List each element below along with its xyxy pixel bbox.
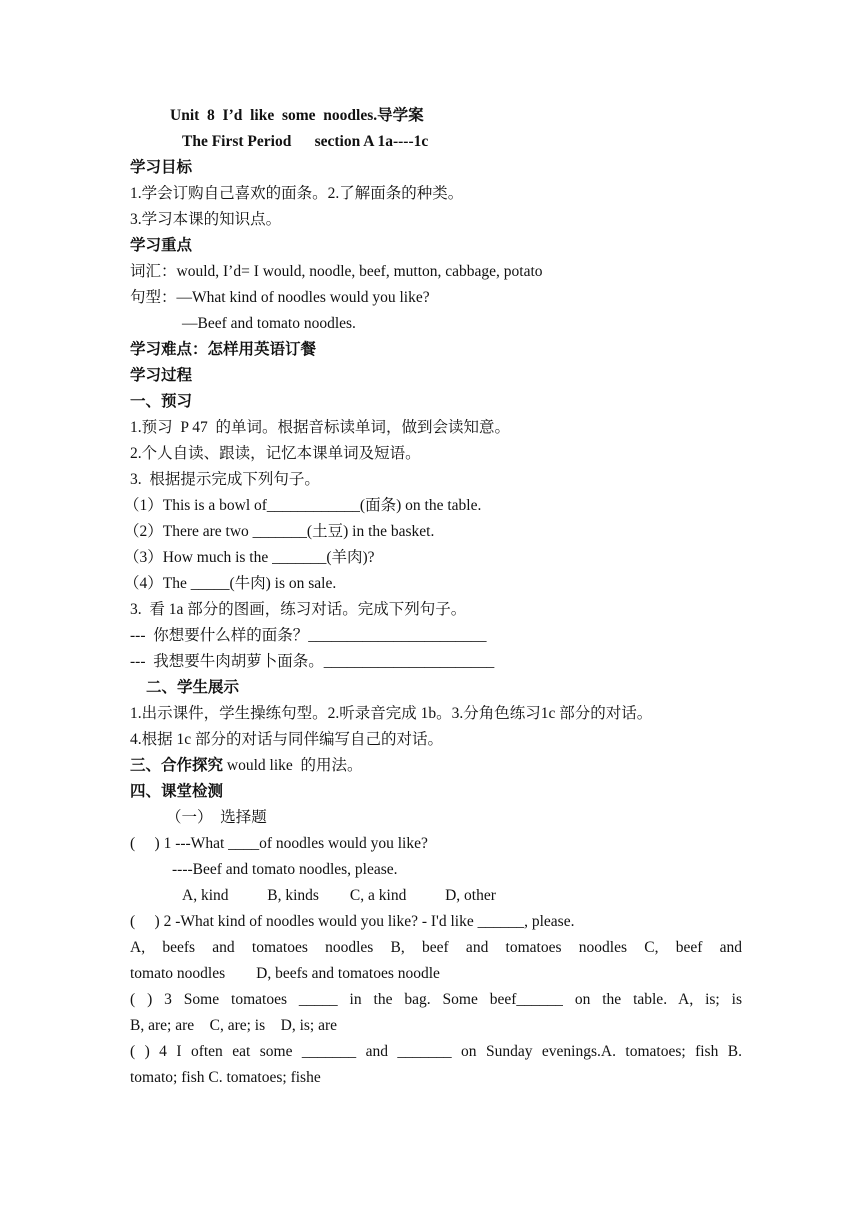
dialogue-line-1: --- 你想要什么样的面条？_______________________ (130, 627, 487, 644)
fill-sentence-3: （3）How much is the _______(羊肉)? (124, 549, 375, 566)
coop-heading: 三、合作探究 (130, 757, 224, 774)
question-1-answer-line: ----Beef and tomato noodles, please. (172, 861, 398, 878)
coop-line (130, 756, 742, 776)
preview-item-2: 2.个人自读、跟读，记忆本课单词及短语。 (130, 445, 421, 462)
question-2-options-b: tomato noodles D, beefs and tomatoes noodle (130, 965, 440, 982)
display-line-1: 1.出示课件，学生操练句型。2.听录音完成 1b。3.分角色练习1c 部分的对话。 (130, 705, 653, 722)
test-heading: 四、课堂检测 (130, 783, 224, 800)
question-2-options-a: A, beefs and tomatoes noodles B, beef and tomatoes noodles C, beef and (130, 939, 742, 956)
question-3-options: B, are; are C, are; is D, is; are (130, 1017, 338, 1034)
preview-heading: 一、预习 (130, 393, 193, 410)
test-subheading: （一） 选择题 (166, 809, 267, 826)
objectives-line-2: 3.学习本课的知识点。 (130, 211, 282, 228)
title-line-2: The First Period section A 1a----1c (182, 133, 429, 150)
display-line-2: 4.根据 1c 部分的对话与同伴编写自己的对话。 (130, 731, 444, 748)
fill-sentence-2: （2）There are two _______(土豆) in the basket. (124, 523, 435, 540)
question-4-options: tomato; fish C. tomatoes; fishe (130, 1069, 321, 1086)
question-3: ( ) 3 Some tomatoes _____ in the bag. Some beef______ on the table. A, is; is (130, 991, 742, 1008)
preview-item-1: 1.预习 P 47 的单词。根据音标读单词，做到会读知意。 (130, 419, 511, 436)
fill-sentence-1: （1）This is a bowl of____________(面条) on the table. (124, 497, 482, 514)
coop-text: would like 的用法。 (223, 757, 363, 774)
keypoints-pattern-1: 句型：—What kind of noodles would you like? (130, 289, 430, 306)
process-heading: 学习过程 (130, 367, 193, 384)
objectives-heading: 学习目标 (130, 159, 193, 176)
preview-item-3: 3. 根据提示完成下列句子。 (130, 471, 320, 488)
dialogue-line-2: --- 我想要牛肉胡萝卜面条。______________________ (130, 653, 495, 670)
keypoints-vocab: 词汇：would, I’d= I would, noodle, beef, mutton, cabbage, potato (130, 263, 543, 280)
question-4: ( ) 4 I often eat some _______ and _______ on Sunday evenings.A. tomatoes; fish B. (130, 1043, 742, 1060)
keypoints-heading: 学习重点 (130, 237, 193, 254)
title-line-1: Unit 8 I’d like some noodles.导学案 (170, 107, 424, 124)
difficulty-line: 学习难点：怎样用英语订餐 (130, 341, 317, 358)
preview-item-4: 3. 看 1a 部分的图画，练习对话。完成下列句子。 (130, 601, 467, 618)
objectives-line-1: 1.学会订购自己喜欢的面条。2.了解面条的种类。 (130, 185, 464, 202)
fill-sentence-4: （4）The _____(牛肉) is on sale. (124, 575, 337, 592)
question-1: ( ) 1 ---What ____of noodles would you like? (130, 835, 428, 852)
question-2: ( ) 2 -What kind of noodles would you like? - I'd like ______, please. (130, 913, 575, 930)
keypoints-pattern-2: —Beef and tomato noodles. (182, 315, 356, 332)
display-heading: 二、学生展示 (146, 679, 240, 696)
question-1-options: A, kind B, kinds C, a kind D, other (182, 887, 496, 904)
